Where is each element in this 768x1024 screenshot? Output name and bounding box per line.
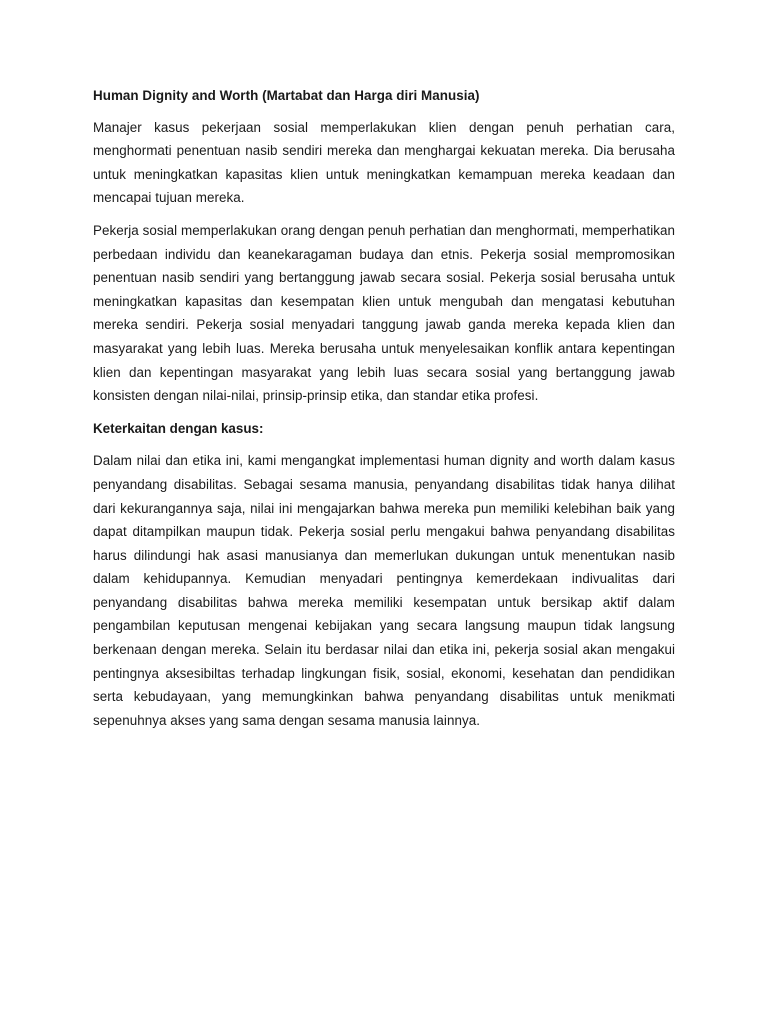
document-body [93, 84, 675, 741]
case-paragraph: Dalam nilai dan etika ini, kami mengangkat implementasi human dignity and worth dalam kasus penyandang disabilitas. Sebagai sesama manusia, penyandang disabilitas tidak hanya dilihat dari kekurangannya saja, nilai ini mengajarkan bahwa mereka pun memiliki kelebihan baik yang dapat ditampilkan maupun tidak. Pekerja sosial perlu mengakui bahwa penyandang disabilitas harus dilindungi hak asasi manusianya dan memerlukan dukungan untuk menentukan nasib dalam kehidupannya. Kemudian menyadari pentingnya kemerdekaan indivualitas dari penyandang disabilitas bahwa mereka memiliki kesempatan untuk bersikap aktif dalam pengambilan keputusan mengenai kebijakan yang secara langsung maupun tidak langsung berkenaan dengan mereka. Selain itu berdasar nilai dan etika ini, pekerja sosial akan mengakui pentingnya aksesibiltas terhadap lingkungan fisik, sosial, ekonomi, kesehatan dan pendidikan serta kebudayaan, yang memungkinkan bahwa penyandang disabilitas untuk menikmati sepenuhnya akses yang sama dengan sesama manusia lainnya. [93, 453, 675, 728]
section-subheading: Keterkaitan dengan kasus: [93, 420, 264, 436]
paragraph-1: Manajer kasus pekerjaan sosial memperlakukan klien dengan penuh perhatian cara, menghormati penentuan nasib sendiri mereka dan menghargai kekuatan mereka. Dia berusaha untuk meningkatkan kapasitas klien untuk meningkatkan kemampuan mereka keadaan dan mencapai tujuan mereka. [93, 119, 675, 206]
document-title: Human Dignity and Worth (Martabat dan Harga diri Manusia) [93, 88, 480, 103]
paragraph-2: Pekerja sosial memperlakukan orang dengan penuh perhatian dan menghormati, memperhatikan perbedaan individu dan keanekaragaman budaya dan etnis. Pekerja sosial mempromosikan penentuan nasib sendiri yang bertanggung jawab secara sosial. Pekerja sosial berusaha untuk meningkatkan kapasitas dan kesempatan klien untuk mengubah dan mengatasi kebutuhan mereka sendiri. Pekerja sosial menyadari tanggung jawab ganda mereka kepada klien dan masyarakat yang lebih luas. Mereka berusaha untuk menyelesaikan konflik antara kepentingan klien dan kepentingan masyarakat yang lebih luas secara sosial yang bertanggung jawab konsisten dengan nilai-nilai, prinsip-prinsip etika, dan standar etika profesi. [93, 222, 675, 404]
